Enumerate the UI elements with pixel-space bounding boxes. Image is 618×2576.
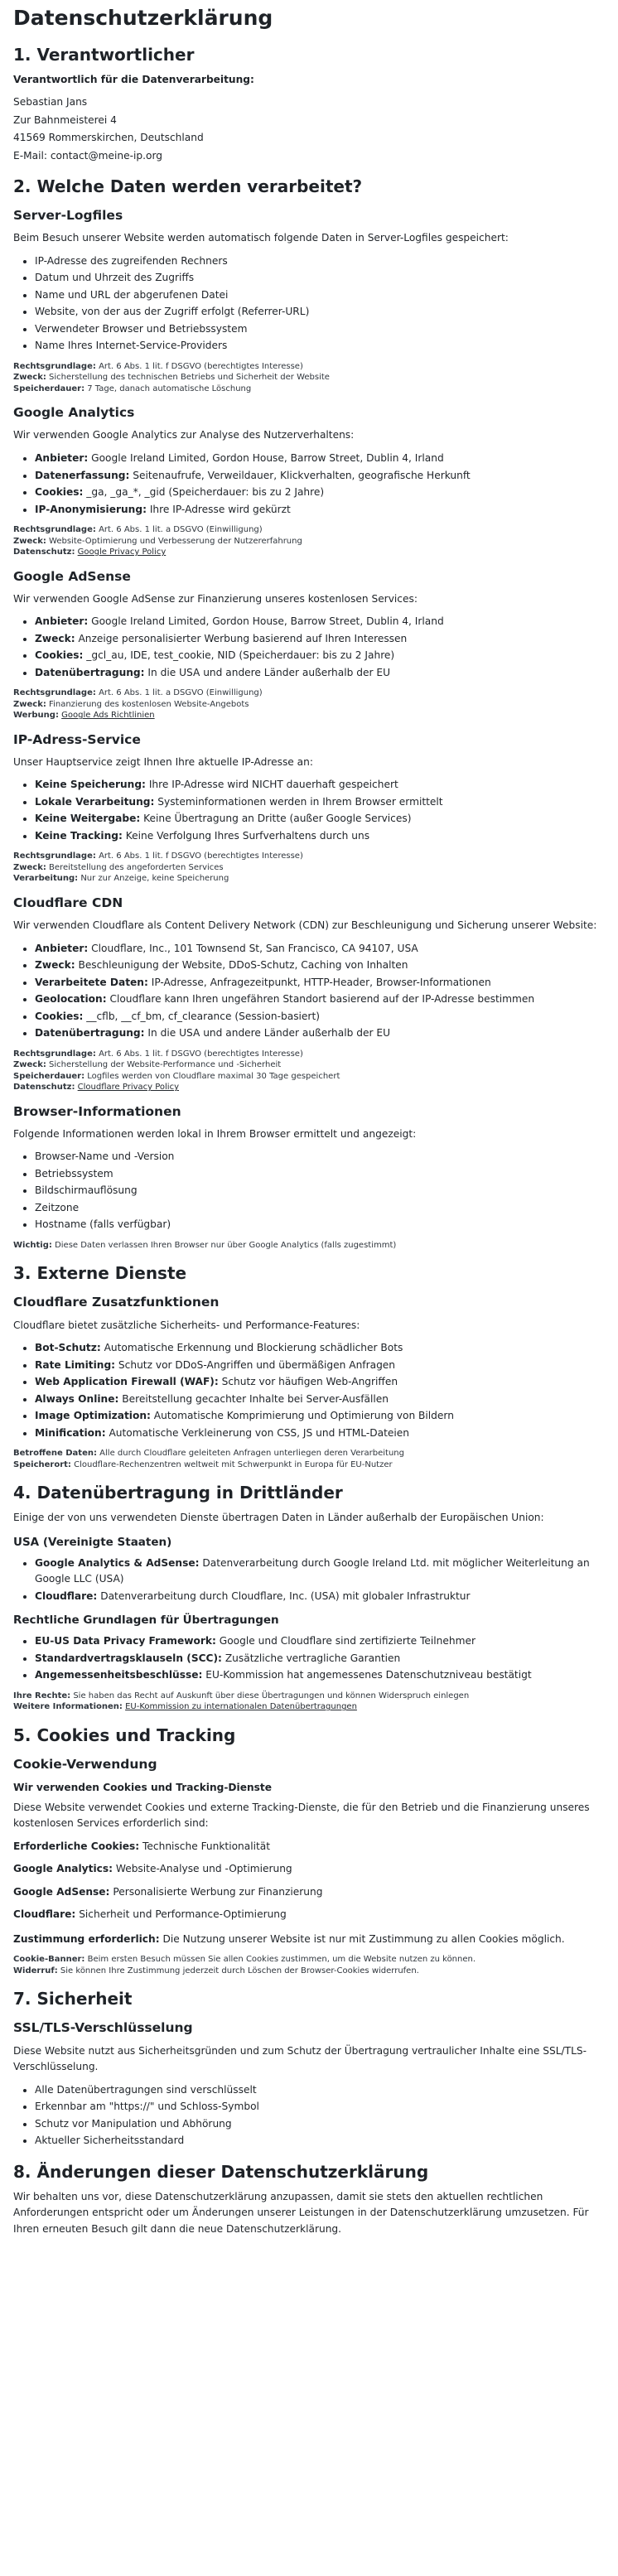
list-item: • Erkennbar am "https://" und Schloss-Symbol: [35, 2099, 605, 2115]
fine-print: Cookie-Banner: Beim ersten Besuch müssen Sie allen Cookies zustimmen, um die Website nutzen zu können. Widerruf: Sie können Ihre Zustimmung jederzeit durch Löschen der Browser-Cookies widerrufen.: [13, 1955, 476, 1975]
fine-print: Wichtig: Diese Daten verlassen Ihren Browser nur über Google Analytics (falls zugestimmt): [13, 1240, 397, 1250]
paragraph: Unser Hauptservice zeigt Ihnen Ihre aktuelle IP-Adresse an:: [13, 755, 313, 768]
section-heading: 7. Sicherheit: [13, 1989, 133, 2009]
list-item: • Name und URL der abgerufenen Datei: [35, 287, 605, 304]
minor-heading: Wir verwenden Cookies und Tracking-Dienste: [13, 1781, 273, 1793]
list-item: • Datenübertragung: In die USA und andere Länder außerhalb der EU: [35, 665, 605, 682]
google-ads-link[interactable]: Google Ads Richtlinien: [61, 711, 155, 721]
list: [13, 2082, 605, 2149]
list-item: • Bildschirmauflösung: [35, 1183, 605, 1199]
subsection-heading: Cookie-Verwendung: [13, 1756, 157, 1772]
fine-print: Rechtsgrundlage: Art. 6 Abs. 1 lit. f DSGVO (berechtigtes Interesse) Zweck: Sicherstellung des technischen Betriebs und Sicherheit der Website Speicherdauer: 7 Tage, danach automatische Löschung: [13, 361, 330, 393]
list-item: • Keine Tracking: Keine Verfolgung Ihres Surfverhaltens durch uns: [35, 828, 605, 845]
fine-print: Betroffene Daten: Alle durch Cloudflare geleiteten Anfragen unterliegen deren Verarbeitung Speicherort: Cloudflare-Rechenzentren weltweit mit Schwerpunkt in Europa für EU-Nutzer: [13, 1449, 404, 1469]
section-heading: 5. Cookies und Tracking: [13, 1725, 236, 1745]
section-heading: 4. Datenübertragung in Drittländer: [13, 1483, 343, 1503]
subsection-heading: Rechtliche Grundlagen für Übertragungen: [13, 1614, 279, 1628]
fine-print: Rechtsgrundlage: Art. 6 Abs. 1 lit. f DSGVO (berechtigtes Interesse) Zweck: Sicherstellung der Website-Performance und -Sicherheit Speicherdauer: Logfiles werden von Cloudflare maximal 30 Tage gespeichert Datenschutz: Cloudflare Privacy Policy: [13, 1049, 340, 1093]
subsection-heading: IP-Adress-Service: [13, 731, 141, 747]
subsection-heading: Google Analytics: [13, 405, 135, 421]
subsection-heading: Google AdSense: [13, 568, 131, 584]
page-title: Datenschutzerklärung: [13, 6, 273, 30]
list-item: • Hostname (falls verfügbar): [35, 1217, 605, 1233]
list-item: • Anbieter: Google Ireland Limited, Gordon House, Barrow Street, Dublin 4, Irland: [35, 614, 605, 630]
fine-print: Rechtsgrundlage: Art. 6 Abs. 1 lit. a DSGVO (Einwilligung) Zweck: Finanzierung des kostenlosen Website-Angebots Werbung: Google Ads Richtlinien: [13, 688, 263, 721]
cookie-line: Google Analytics: Website-Analyse und -Optimierung: [13, 1863, 292, 1875]
list-item: • Google Analytics & AdSense: Datenverarbeitung durch Google Ireland Ltd. mit möglicher Weiterleitung an Google LLC (USA): [35, 1556, 605, 1588]
section-heading: 2. Welche Daten werden verarbeitet?: [13, 176, 363, 197]
list-item: • Minification: Automatische Verkleinerung von CSS, JS und HTML-Dateien: [35, 1425, 605, 1442]
list-item: • Geolocation: Cloudflare kann Ihren ungefähren Standort basierend auf der IP-Adresse bestimmen: [35, 991, 605, 1008]
list-item: • Lokale Verarbeitung: Systeminformationen werden in Ihrem Browser ermittelt: [35, 794, 605, 811]
address-line: Zur Bahnmeisterei 4: [13, 113, 117, 126]
paragraph: Diese Website verwendet Cookies und externe Tracking-Dienste, die für den Betrieb und die Finanzierung unseres kostenlosen Services erforderlich sind:: [13, 1801, 590, 1830]
list-item: • Aktueller Sicherheitsstandard: [35, 2133, 605, 2149]
list-item: • Rate Limiting: Schutz vor DDoS-Angriffen und übermäßigen Anfragen: [35, 1358, 605, 1374]
list-item: • Cookies: _gcl_au, IDE, test_cookie, NID (Speicherdauer: bis zu 2 Jahre): [35, 648, 605, 664]
list-item: • Cookies: _ga, _ga_*, _gid (Speicherdauer: bis zu 2 Jahre): [35, 485, 605, 501]
paragraph: Wir verwenden Google Analytics zur Analyse des Nutzerverhaltens:: [13, 429, 355, 441]
cloudflare-privacy-link[interactable]: Cloudflare Privacy Policy: [77, 1083, 180, 1093]
list-item: • Datum und Uhrzeit des Zugriffs: [35, 270, 605, 287]
paragraph: Beim Besuch unserer Website werden automatisch folgende Daten in Server-Logfiles gespeichert:: [13, 232, 509, 244]
list: [13, 777, 605, 844]
eu-commission-link[interactable]: EU-Kommission zu internationalen Datenübertragungen: [125, 1702, 357, 1712]
list-item: • Anbieter: Cloudflare, Inc., 101 Townsend St, San Francisco, CA 94107, USA: [35, 941, 605, 958]
cookie-line: Cloudflare: Sicherheit und Performance-Optimierung: [13, 1908, 287, 1921]
list-item: • Angemessenheitsbeschlüsse: EU-Kommission hat angemessenes Datenschutzniveau bestätigt: [35, 1667, 605, 1684]
list-item: • IP-Adresse des zugreifenden Rechners: [35, 253, 605, 270]
subsection-heading: USA (Vereinigte Staaten): [13, 1535, 172, 1549]
address-block: [13, 94, 605, 164]
address-line: 41569 Rommerskirchen, Deutschland: [13, 132, 204, 144]
list: [13, 451, 605, 518]
subsection-heading: Cloudflare CDN: [13, 895, 123, 910]
list-item: • Bot-Schutz: Automatische Erkennung und Blockierung schädlicher Bots: [35, 1340, 605, 1357]
responsible-label: Verantwortlich für die Datenverarbeitung:: [13, 73, 254, 85]
list-item: • EU-US Data Privacy Framework: Google und Cloudflare sind zertifizierte Teilnehmer: [35, 1633, 605, 1650]
list-item: • Image Optimization: Automatische Komprimierung und Optimierung von Bildern: [35, 1408, 605, 1425]
consent-required: Zustimmung erforderlich: Die Nutzung unserer Website ist nur mit Zustimmung zu allen Cookies möglich.: [13, 1932, 565, 1945]
list-item: • Schutz vor Manipulation und Abhörung: [35, 2116, 605, 2133]
list-item: • Keine Speicherung: Ihre IP-Adresse wird NICHT dauerhaft gespeichert: [35, 777, 605, 794]
list-item: • Keine Weitergabe: Keine Übertragung an Dritte (außer Google Services): [35, 811, 605, 827]
list-item: • Verarbeitete Daten: IP-Adresse, Anfragezeitpunkt, HTTP-Header, Browser-Informationen: [35, 975, 605, 991]
list-item: • Always Online: Bereitstellung gecachter Inhalte bei Server-Ausfällen: [35, 1392, 605, 1408]
list-item: • Betriebssystem: [35, 1166, 605, 1183]
list-item: • Zweck: Beschleunigung der Website, DDoS-Schutz, Caching von Inhalten: [35, 958, 605, 974]
list-item: • Datenerfassung: Seitenaufrufe, Verweildauer, Klickverhalten, geografische Herkunft: [35, 468, 605, 485]
section-heading: 8. Änderungen dieser Datenschutzerklärung: [13, 2161, 429, 2182]
list-item: • Standardvertragsklauseln (SCC): Zusätzliche vertragliche Garantien: [35, 1651, 605, 1667]
section-heading: 3. Externe Dienste: [13, 1263, 187, 1284]
list-item: • Verwendeter Browser und Betriebssystem: [35, 321, 605, 338]
list-item: • Cookies: __cflb, __cf_bm, cf_clearance (Session-basiert): [35, 1009, 605, 1025]
list: [13, 1556, 605, 1605]
list-item: • IP-Anonymisierung: Ihre IP-Adresse wird gekürzt: [35, 502, 605, 519]
list: [13, 1633, 605, 1684]
list: [13, 1149, 605, 1233]
paragraph: Wir behalten uns vor, diese Datenschutzerklärung anzupassen, damit sie stets den aktuellen rechtlichen Anforderungen entspricht oder um Änderungen unserer Leistungen in der Datenschutzerklärung umzusetzen. Für Ihren erneuten Besuch gilt dann die neue Datenschutzerklärung.: [13, 2190, 589, 2235]
list-item: • Datenübertragung: In die USA und andere Länder außerhalb der EU: [35, 1025, 605, 1042]
list-item: • Browser-Name und -Version: [35, 1149, 605, 1165]
cookie-line: Google AdSense: Personalisierte Werbung zur Finanzierung: [13, 1885, 323, 1898]
paragraph: Folgende Informationen werden lokal in Ihrem Browser ermittelt und angezeigt:: [13, 1127, 417, 1140]
subsection-heading: Cloudflare Zusatzfunktionen: [13, 1295, 220, 1310]
list: [13, 253, 605, 355]
list-item: • Zweck: Anzeige personalisierter Werbung basierend auf Ihren Interessen: [35, 631, 605, 648]
subsection-heading: Server-Logfiles: [13, 208, 123, 224]
fine-print: Ihre Rechte: Sie haben das Recht auf Auskunft über diese Übertragungen und können Widerspruch einlegen Weitere Informationen: EU-Kommission zu internationalen Datenübertragungen: [13, 1691, 470, 1712]
list-item: • Anbieter: Google Ireland Limited, Gordon House, Barrow Street, Dublin 4, Irland: [35, 451, 605, 467]
list: [13, 1340, 605, 1441]
email-line: E-Mail: contact@meine-ip.org: [13, 149, 163, 162]
section-heading: 1. Verantwortlicher: [13, 44, 195, 65]
list: [13, 941, 605, 1042]
list-item: • Website, von der aus der Zugriff erfolgt (Referrer-URL): [35, 304, 605, 321]
list-item: • Cloudflare: Datenverarbeitung durch Cloudflare, Inc. (USA) mit globaler Infrastruktur: [35, 1589, 605, 1605]
paragraph: Diese Website nutzt aus Sicherheitsgründen und zum Schutz der Übertragung vertraulicher Inhalte eine SSL/TLS-Verschlüsselung.: [13, 2044, 587, 2073]
paragraph: Wir verwenden Google AdSense zur Finanzierung unseres kostenlosen Services:: [13, 592, 418, 605]
email-value: contact@meine-ip.org: [50, 149, 163, 162]
address-line: Sebastian Jans: [13, 96, 88, 109]
cookie-line: Erforderliche Cookies: Technische Funktionalität: [13, 1840, 271, 1852]
fine-print: Rechtsgrundlage: Art. 6 Abs. 1 lit. f DSGVO (berechtigtes Interesse) Zweck: Bereitstellung des angeforderten Services Verarbeitung: Nur zur Anzeige, keine Speicherung: [13, 851, 303, 884]
list-item: • Alle Datenübertragungen sind verschlüsselt: [35, 2082, 605, 2099]
fine-print: Rechtsgrundlage: Art. 6 Abs. 1 lit. a DSGVO (Einwilligung) Zweck: Website-Optimierung und Verbesserung der Nutzererfahrung Datenschutz: Google Privacy Policy: [13, 525, 302, 557]
list: [13, 614, 605, 681]
paragraph: Einige der von uns verwendeten Dienste übertragen Daten in Länder außerhalb der Europäischen Union:: [13, 1512, 544, 1524]
list-item: • Name Ihres Internet-Service-Providers: [35, 338, 605, 355]
list-item: • Web Application Firewall (WAF): Schutz vor häufigen Web-Angriffen: [35, 1374, 605, 1391]
paragraph: Cloudflare bietet zusätzliche Sicherheits- und Performance-Features:: [13, 1319, 360, 1331]
paragraph: Wir verwenden Cloudflare als Content Delivery Network (CDN) zur Beschleunigung und Sicherung unserer Website:: [13, 919, 597, 932]
subsection-heading: Browser-Informationen: [13, 1103, 181, 1119]
google-privacy-link[interactable]: Google Privacy Policy: [77, 548, 167, 557]
list-item: • Zeitzone: [35, 1200, 605, 1217]
subsection-heading: SSL/TLS-Verschlüsselung: [13, 2020, 193, 2036]
